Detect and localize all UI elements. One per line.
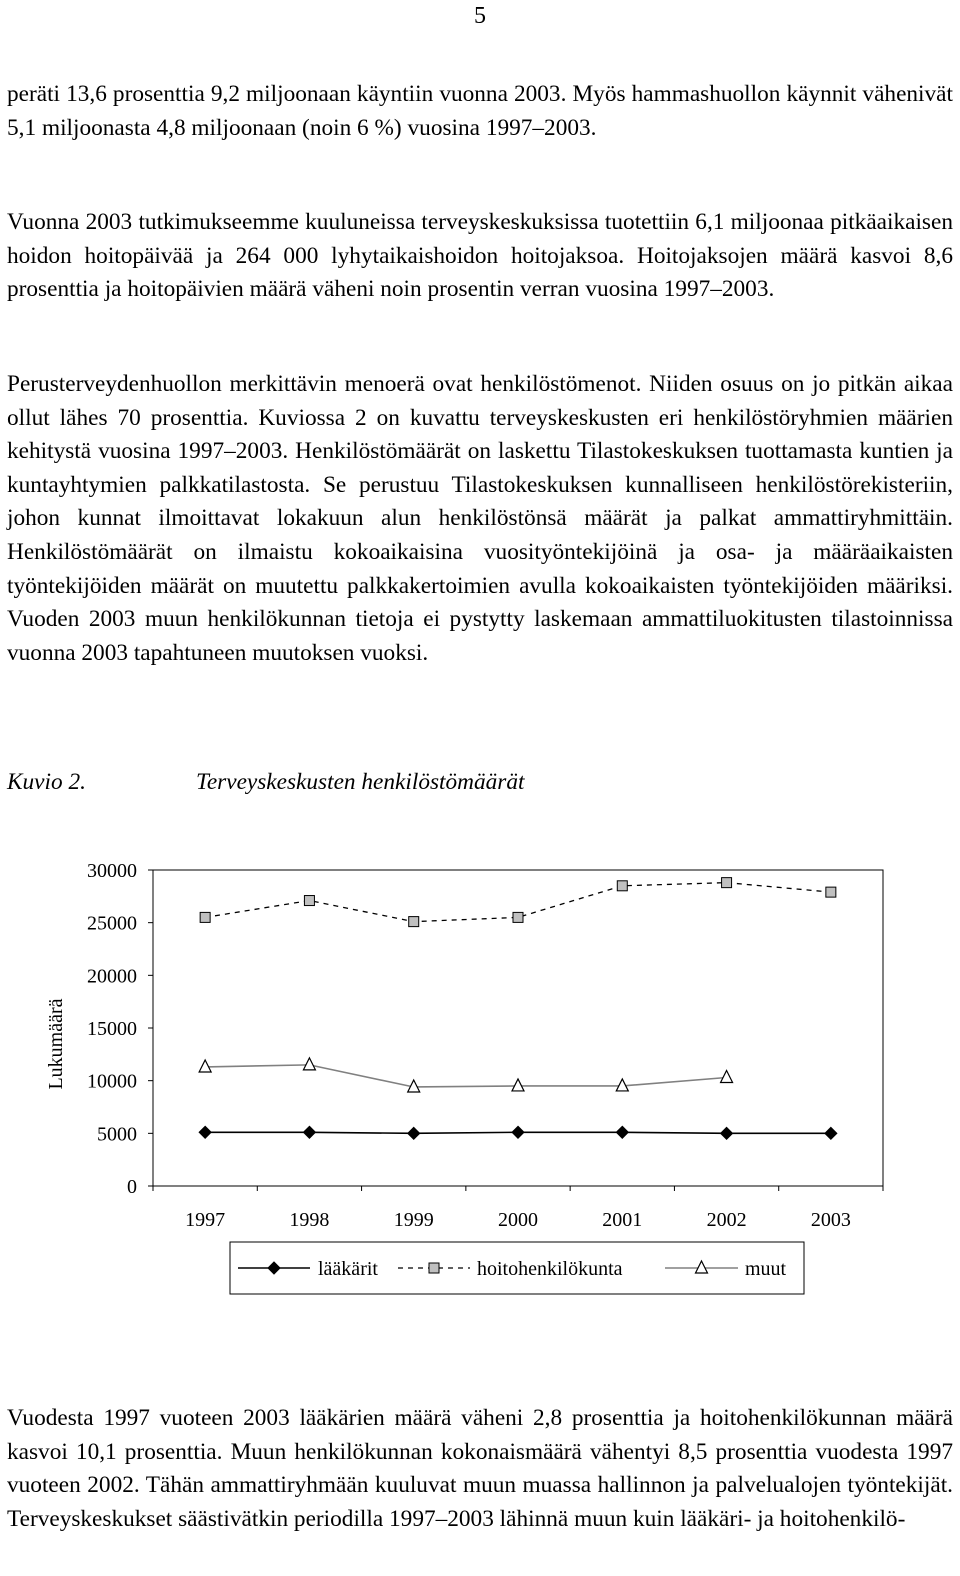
data-point: [303, 1126, 315, 1138]
y-tick-label: 5000: [97, 1123, 137, 1146]
series-muut: [199, 1058, 732, 1092]
data-point: [722, 878, 732, 888]
data-point: [513, 912, 523, 922]
paragraph-4: Vuodesta 1997 vuoteen 2003 lääkärien määrä väheni 2,8 prosenttia ja hoitohenkilökunnan määrä kasvoi 10,1 prosenttia. Muun henkilökunnan kokonaismäärä vähentyi 8,5 prosenttia vuodesta 1997 vuoteen 2002. Tähän ammattiryhmään kuuluvat muun muassa hallinnon ja palvelualojen työntekijät. Terveyskeskukset säästivätkin periodilla 1997–2003 lähinnä muun kuin lääkäri- ja hoitohenkilö-: [7, 1405, 953, 1532]
x-tick-label: 2000: [498, 1209, 538, 1231]
legend-label: hoitohenkilökunta: [477, 1258, 623, 1280]
y-axis-label: Lukumäärä: [45, 998, 67, 1090]
legend-marker: [268, 1262, 280, 1274]
data-point: [409, 917, 419, 927]
y-tick-label: 30000: [87, 860, 137, 882]
series-layer: [199, 878, 837, 1140]
figure-label: Kuvio 2.: [7, 769, 86, 795]
series-line: [205, 1065, 726, 1087]
data-point: [721, 1071, 733, 1083]
paragraph-3: Perusterveydenhuollon merkittävin menoerä ovat henkilöstömenot. Niiden osuus on jo pitkän aikaa ollut lähes 70 prosenttia. Kuviossa 2 on kuvattu terveyskeskusten eri henkilöstöryhmien määrien kehitystä vuosina 1997–2003. Henkilöstömäärät on laskettu Tilastokeskuksen tuottamasta kuntien ja kuntayhtymien palkkatilastosta. Se perustuu Tilastokeskuksen kunnalliseen henkilöstörekisteriin, johon kunnat ilmoittavat lokakuun alun henkilöstönsä määrät ja palkat ammattiryhmittäin. Henkilöstömäärät on ilmaistu kokoaikaisina vuosityöntekijöinä ja osa- ja määräaikaisten työntekijöiden määrät on muutettu palkkakertoimien avulla kokoaikaisten työntekijöiden määriksi. Vuoden 2003 muun henkilökunnan tietoja ei pystytty laskemaan ammattiluokitusten tilastoinnissa vuonna 2003 tapahtuneen muutoksen vuoksi.: [7, 371, 953, 666]
series-hoitohenkilökunta: [200, 878, 836, 927]
x-tick-label: 1997: [185, 1209, 226, 1231]
data-point: [512, 1079, 524, 1091]
y-tick-label: 25000: [87, 912, 137, 935]
data-point: [200, 912, 210, 922]
y-tick-label: 10000: [87, 1070, 137, 1093]
figure-title: Terveyskeskusten henkilöstömäärät: [196, 769, 525, 795]
x-axis: [153, 1186, 883, 1231]
x-tick-label: 1999: [393, 1209, 434, 1231]
page-number: 5: [474, 3, 486, 29]
y-axis: [45, 860, 153, 1198]
series-lääkärit: [199, 1126, 837, 1139]
data-point: [304, 896, 314, 906]
staff-count-chart: [0, 840, 960, 1320]
legend-label: muut: [745, 1258, 787, 1280]
data-point: [617, 881, 627, 891]
legend-marker: [429, 1263, 439, 1273]
y-tick-label: 15000: [87, 1018, 137, 1040]
x-tick-label: 2001: [602, 1209, 643, 1231]
data-point: [826, 887, 836, 897]
paragraph-2: Vuonna 2003 tutkimukseemme kuuluneissa terveyskeskuksissa tuotettiin 6,1 miljoonaa pitkäaikaisen hoidon hoitopäivää ja 264 000 lyhytaikaishoidon hoitojaksoa. Hoitojaksojen määrä kasvoi 8,6 prosenttia ja hoitopäivien määrä väheni noin prosentin verran vuosina 1997–2003.: [7, 209, 953, 303]
legend-marker: [696, 1261, 708, 1273]
x-tick-label: 1998: [289, 1209, 330, 1231]
x-tick-label: 2002: [706, 1209, 747, 1231]
data-point: [303, 1058, 315, 1070]
data-point: [199, 1126, 211, 1138]
chart-legend: [230, 1242, 804, 1294]
data-point: [825, 1127, 837, 1139]
legend-label: lääkärit: [318, 1258, 378, 1280]
data-point: [199, 1060, 211, 1072]
data-point: [721, 1127, 733, 1139]
data-point: [616, 1126, 628, 1138]
data-point: [408, 1127, 420, 1139]
x-tick-label: 2003: [810, 1209, 851, 1231]
y-tick-label: 20000: [87, 965, 137, 988]
paragraph-1: peräti 13,6 prosenttia 9,2 miljoonaan käyntiin vuonna 2003. Myös hammashuollon käynnit vähenivät 5,1 miljoonasta 4,8 miljoonaan (noin 6 %) vuosina 1997–2003.: [7, 81, 953, 141]
y-tick-label: 0: [127, 1176, 137, 1198]
data-point: [512, 1126, 524, 1138]
